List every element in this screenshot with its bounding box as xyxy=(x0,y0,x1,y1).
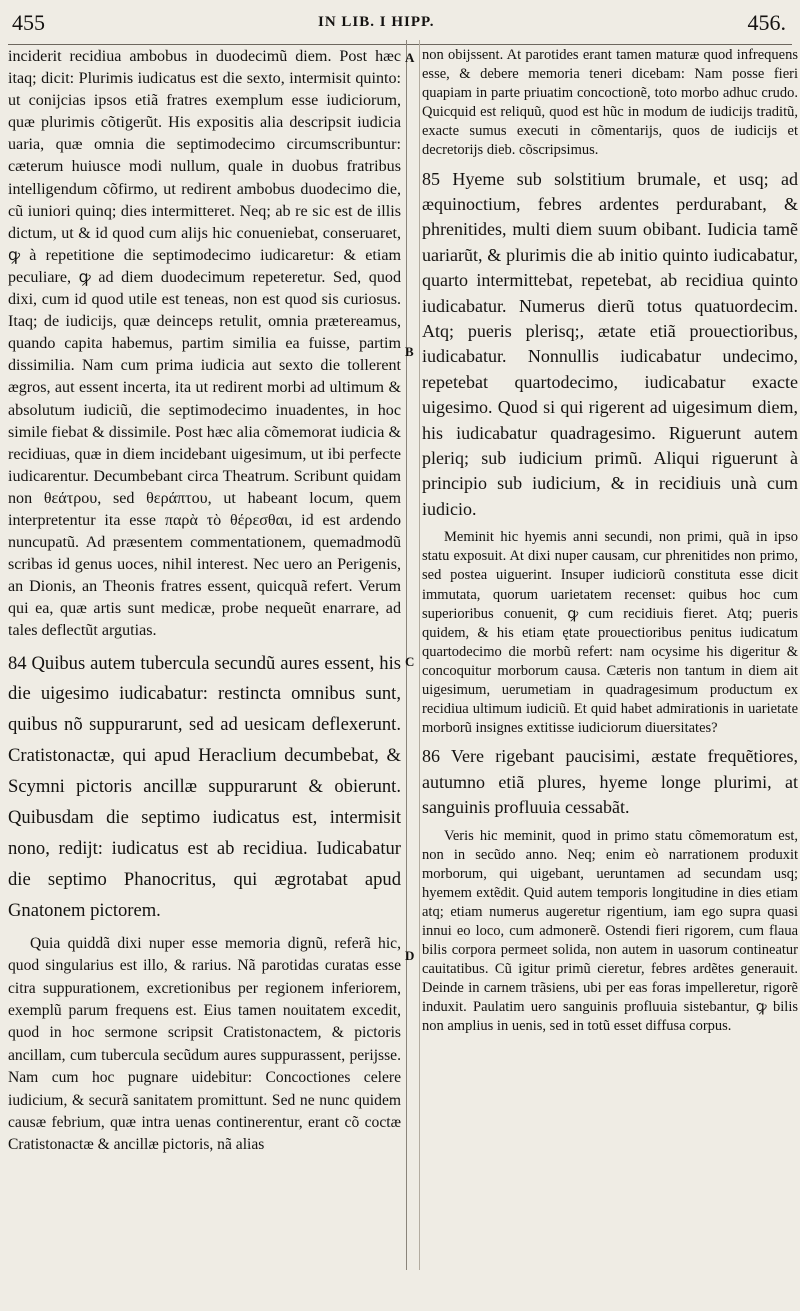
right-paragraph-86: 86 Vere rigebant paucisimi, æstate frequẽtiores, autumno etiã plures, hyeme longe plurimi, at sanguinis profluuia cessabãt. xyxy=(422,746,798,818)
margin-letter-b: B xyxy=(405,344,414,359)
margin-letter-d: D xyxy=(405,948,415,963)
left-paragraph-1: inciderit recidiua ambobus in duodecimũ diem. Post hæc itaq; dicit: Plurimis iudicatus est die sexto, intermisit quinto: ut conijcias ipsos etiã fratres exemplum esse iudiciorum, quæ plurimis cõtigerũt. His expositis alia descripsit iudicia uaria, quæ omnia die septimodecimo circumscribuntur: cæterum huiusce modi nullum, quale in duobus fratribus intelligendum cõfirmo, ut redirent ambobus duodecimo die, cũ iuniori quinq; dies intermitteret. Neq; ab re sic est de illis dictum, ut & id quod cum alijs hic conueniebat, conseruaret, ꝙ à repetitione die septimodecimo iudicaretur: & etiam peculiare, ꝙ ad diem duodecimum repeteretur. Sed, quod dixi, cum id quod utile est teneas, non est quod sis curiosus. Itaq; de iudicijs, quæ deinceps retulit, omnia prætereamus, quando capita habemus, partim similia ea fuisse, partim dissimilia. Nam cum prima iudicia aut sexto die tollerent ægros, aut essent incerta, ita ut redirent morbi ad ultimum & absolutum iudiciũ, die septimodecimo inuadentes, in hoc simile fiebat & dissimile. Post hæc alia cõmemorat iudicia & recidiuas, quæ in diem incidebant uigesimum, ut ibi perfecte iudicarentur. Decumbebant circa Theatrum. Scribunt quidam non θεάτρου, sed θεράπτου, ut habeant locum, quem interpretentur ita esse παρὰ τὸ θέρεσθαι, id est ardendo nuncupatũ. Ad præsentem commentationem, quemadmodũ scribas id genus uoces, nihil interest. Nec uero an Perigenis, an Dionis, an Theonis fratres essent, quicquã refert. Verum qui ea, quæ artis sunt medicæ, probe nequeũt enarrare, ad tales deflectũt argutias. xyxy=(8,48,401,640)
left-paragraph-3: Quia quiddã dixi nuper esse memoria dignũ, referã hic, quod singularius est illo, & rarius. Nã parotidas curatas esse citra suppurationem, excretionibus per regionem inferiorem, exemplũ parum frequens est. Eius tamen nouitatem excedit, quod in hoc sermone scripsit Cratistonactem, & pictoris ancillam, cum tubercula secũdum aures suppurassent, perijsse. Nam cum hoc pugnare uidebitur: Concoctiones celere iudicium, & securã sanitatem promittunt. Sed ne nunc quidem causæ febrium, quæ intra uenas continerentur, erant cõ coctæ Cratistonactæ & ancillæ pictoris, nã alias xyxy=(8,934,401,1154)
right-paragraph-1: non obijssent. At parotides erant tamen maturæ quod infrequens esse, & debere memoria teneri dicebam: Nam posse fieri quapiam in parte priuatim concoctionẽ, toto morbo adhuc crudo. Quicquid est reliquũ, quod est hũc in modum de iudicijs traditũ, exacte sumus executi in cõmentarijs, quos de iudicijs et decretorijs dieb. cõscripsimus. xyxy=(422,47,798,159)
right-paragraph-5: Veris hic meminit, quod in primo statu cõmemoratum est, non in secũdo anno. Neq; enim eò narrationem produxit morborum, qui uigebant, ueruntamen ad secundam usq; hyemem extẽdit. Quid autem temporis longitudine in dies etiam atq; etiam numerus augeretur rigentium, iam ego supra quasi innui eo loco, cum admonerẽ. Ostendi fieri rigorem, cum flaua bilis corpora permeet solida, non autem in uasorum contineatur cauitatibus. Cũ igitur primũ cieretur, febres ardẽtes generauit. Deinde in carnem trãsiens, ubi per eas foras impelleretur, rigorẽ induxit. Paulatim uero sanguinis profluuia sistebantur, ꝙ bilis non amplius in uenis, sed in totũ esset diffusa corpus. xyxy=(422,827,798,1035)
header-rule xyxy=(8,44,792,45)
right-page-number: 456. xyxy=(747,10,786,35)
right-column xyxy=(422,46,798,1043)
margin-letter-c: C xyxy=(405,654,415,669)
left-column xyxy=(8,46,401,1163)
left-page-number: 455 xyxy=(12,10,45,35)
page-header xyxy=(0,0,800,40)
right-paragraph-85: 85 Hyeme sub solstitium brumale, et usq; ad æquinoctium, febres ardentes perdurabant, & phrenitides, multi diem suum obibant. Iudicia tamẽ uariarũt, & plurimis die ab initio quinto iudicabatur, quarto intermittebat, repetebat, ab recidiua quinto iudicabatur. Numerus dierũ totus quatuordecim. Atq; pueris plerisq;, ætate etiã prouectioribus, iudicabatur. Nonnullis iudicabatur undecimo, repetebat quartodecimo, iudicabatur exacte uigesimo. Quod si qui rigerent ad uigesimum diem, his iudicabatur quadragesimo. Riguerunt autem pleriq; sub iudicium primũ. Aliqui riguerunt à principio sub iudicium, & in recidiuis unà cum iudicio. xyxy=(422,168,798,519)
left-paragraph-84: 84 Quibus autem tubercula secundũ aures essent, his die uigesimo iudicabatur: restincta omnibus sunt, quibus nõ suppurarunt, sed ad uesicam deflexerunt. Cratistonactæ, qui apud Heraclium decumbebat, & Scymni pictoris ancillæ suppurarunt & obierunt. Quibusdam die septimo iudicatus est, intermisit nono, redijt: iudicatus est ab recidiua. Iudicabatur die septimo Phanocritus, qui ægrotabat apud Gnatonem pictorem. xyxy=(8,652,401,921)
margin-letter-a: A xyxy=(405,50,415,65)
running-title: IN LIB. I HIPP. xyxy=(318,14,435,30)
right-paragraph-3: Meminit hic hyemis anni secundi, non primi, quã in ipso statu exposuit. At dixi nuper causam, cur phrenitides non primo, sed postea uiguerint. Insuper iudiciorũ constituta esse dicit immutata, quorum uarietatem recenset: quibus hoc cum superioribus conuenit, ꝙ cum recidiuis fieret. Atq; pueris quidem, & his etiam ętate prouectioribus penitus iudicatum quartodecimo die morbũ refert: nam ocysime his digeritur & concoquitur morborum causa. Cæteris non tantum in diem ait uigesimum, uerumetiam in quadragesimum productum ex recidiua ultimum iudiciũ. Et quid habet admirationis in uarietate morborũ insignes extitisse iudiciorum diuersitates? xyxy=(422,529,798,737)
